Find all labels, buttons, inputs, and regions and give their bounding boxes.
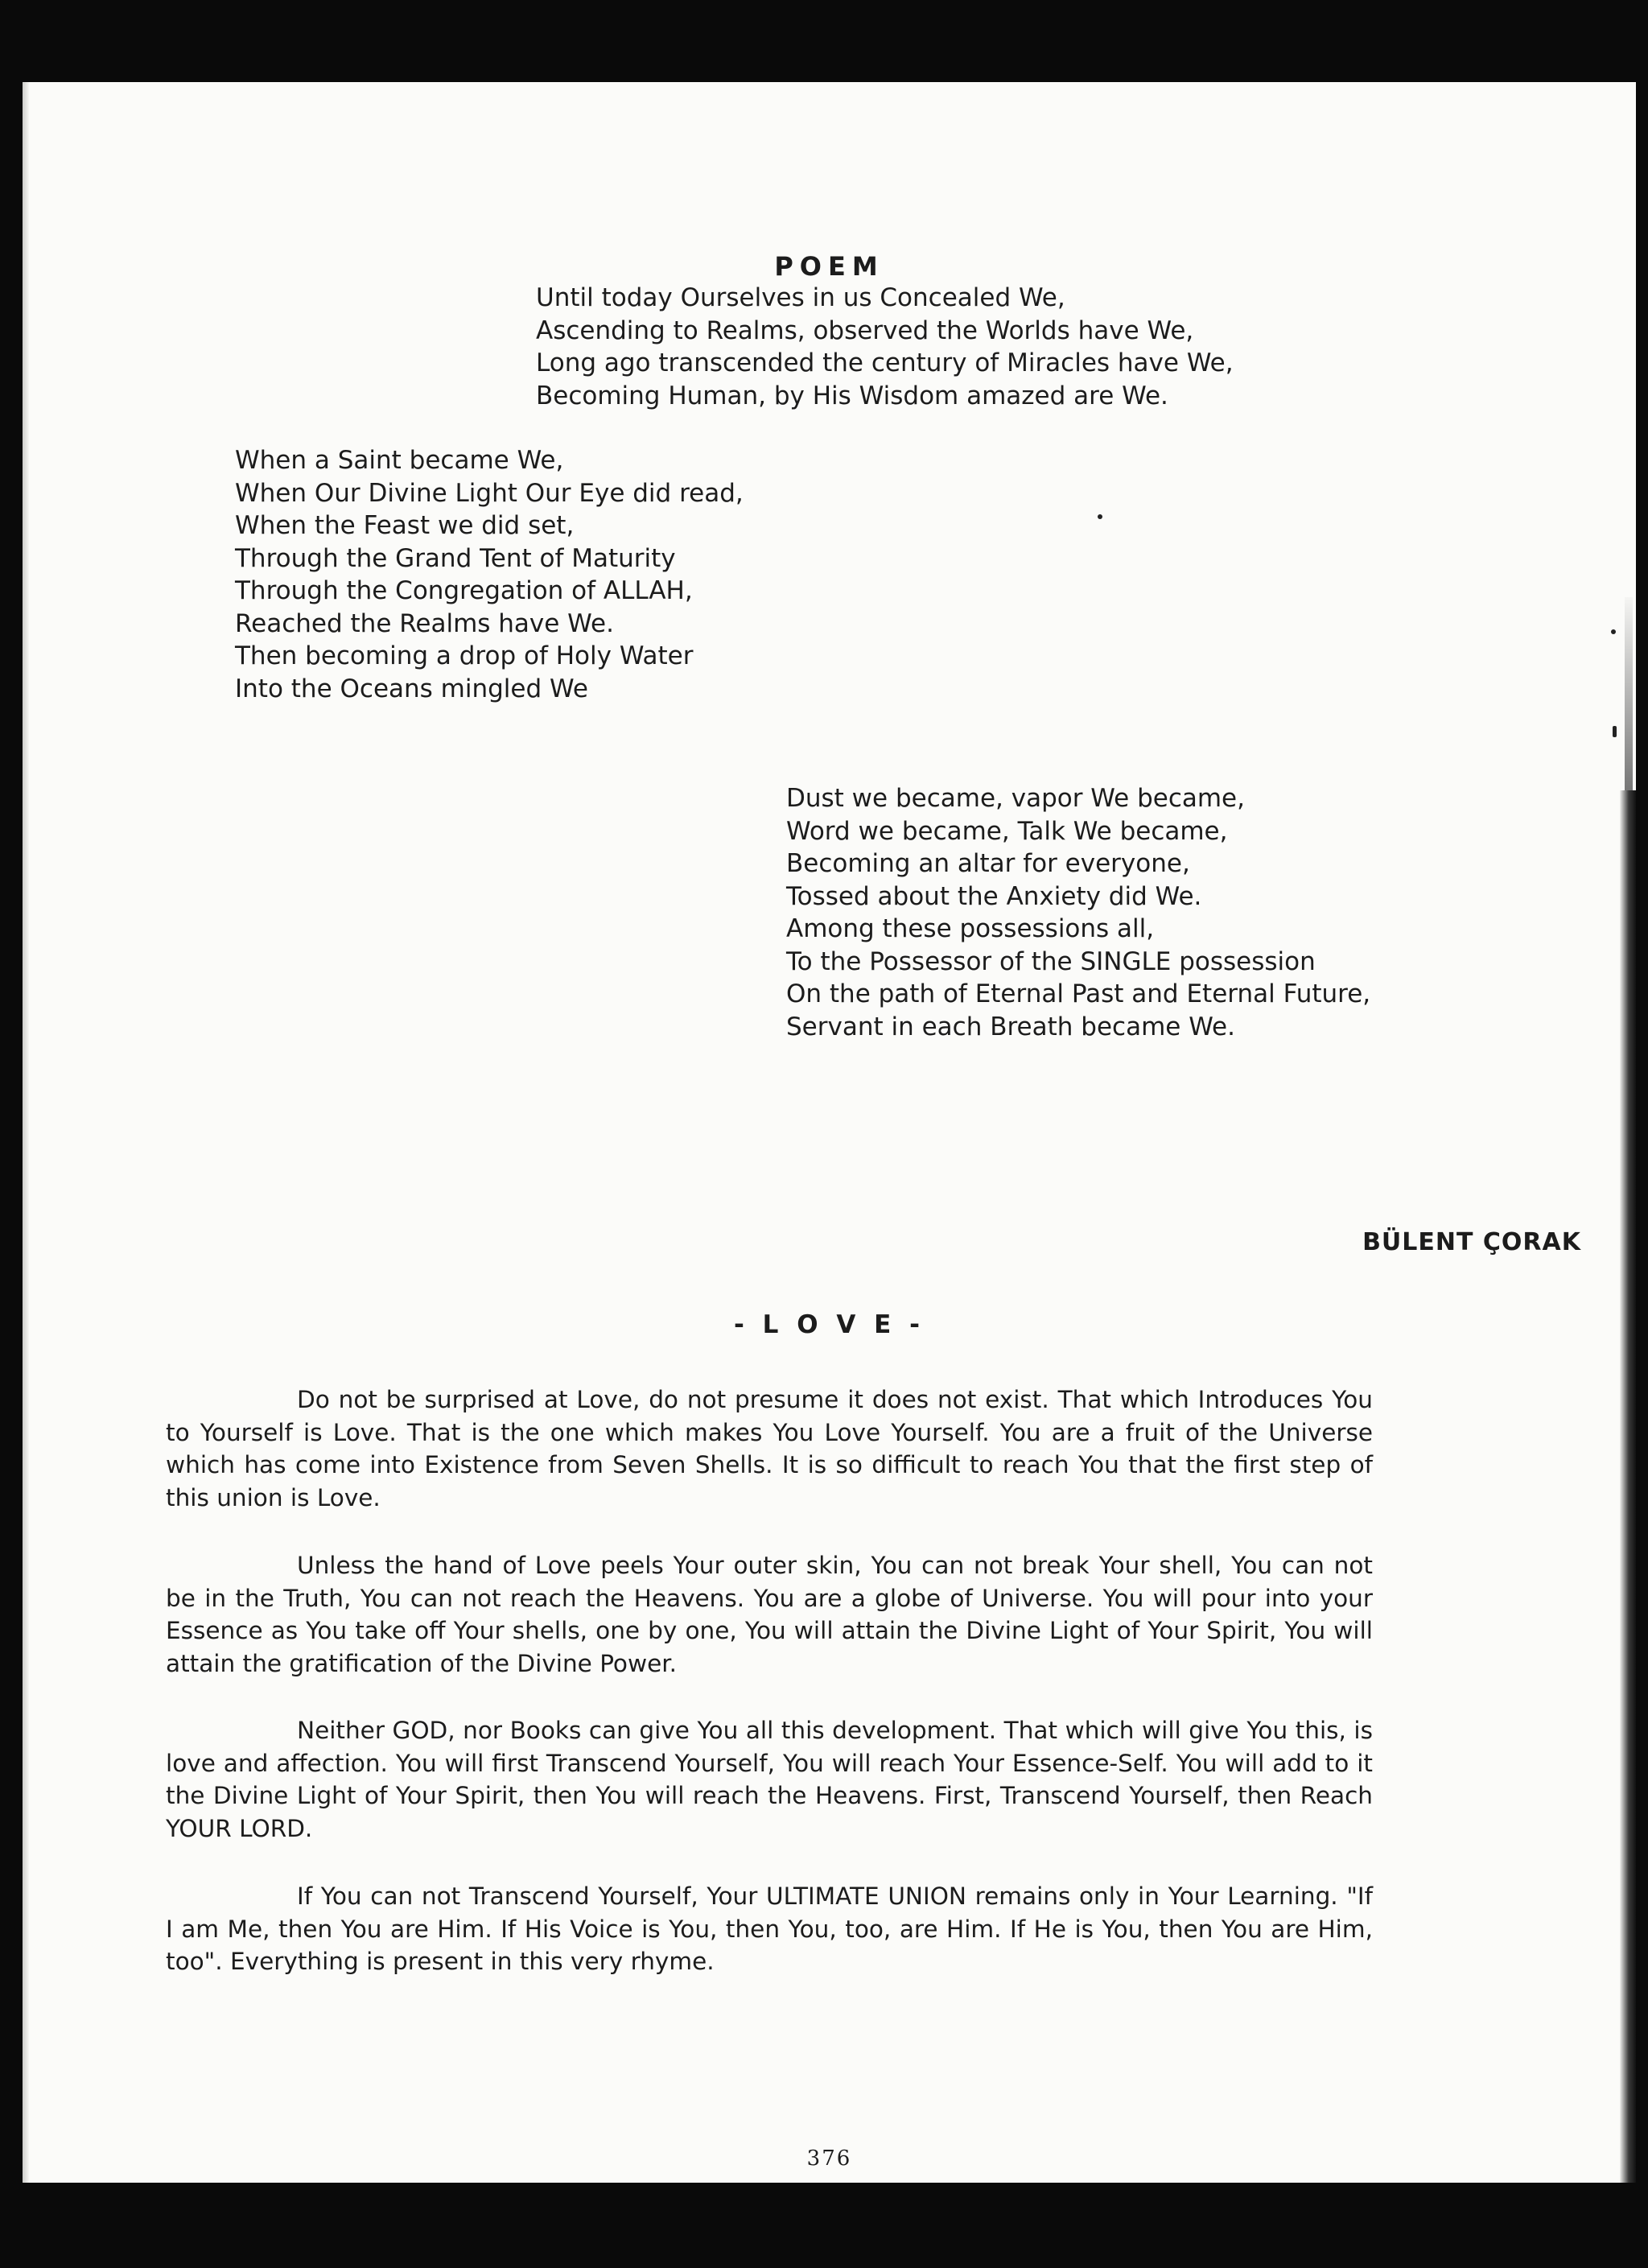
poem-line: To the Possessor of the SINGLE possession	[786, 946, 1316, 976]
love-paragraph-1: Do not be surprised at Love, do not presume it does not exist. That which Introduces You to Yourself is Love. That is the one which makes You Love Yourself. You are a fruit of the Universe which has come into Existence from Seven Shells. It is so difficult to reach You that the first step of this union is Love.	[166, 1386, 1373, 1511]
poem-line: Tossed about the Anxiety did We.	[786, 881, 1202, 911]
poem-line: When Our Divine Light Our Eye did read,	[235, 478, 744, 508]
poem-line: Through the Congregation of ALLAH,	[235, 576, 693, 605]
poem-line: When a Saint became We,	[235, 446, 564, 475]
poem-line: Becoming Human, by His Wisdom amazed are We.	[536, 381, 1168, 410]
scan-speck	[1613, 726, 1617, 737]
love-paragraph-4: If You can not Transcend Yourself, Your ULTIMATE UNION remains only in Your Learning. "If I am Me, then You are Him. If His Voice is You, then You, too, are Him. If He is You, then You are Him, too". Everything is present in this very rhyme.	[166, 1882, 1373, 1975]
poem-line: Becoming an altar for everyone,	[786, 849, 1190, 878]
book-page	[23, 82, 1636, 2183]
love-title: - L O V E -	[734, 1310, 925, 1339]
poem-line: When the Feast we did set,	[235, 511, 575, 540]
poem-line: Among these possessions all,	[786, 914, 1155, 943]
poem-line: Into the Oceans mingled We	[235, 674, 588, 703]
page-right-edge-shadow-top	[1625, 597, 1633, 790]
poem-line: Servant in each Breath became We.	[786, 1012, 1235, 1041]
poem-line: Long ago transcended the century of Miracles have We,	[536, 348, 1234, 377]
poem-author: BÜLENT ÇORAK	[1362, 1228, 1581, 1256]
poem-line: Reached the Realms have We.	[235, 608, 614, 638]
poem-line: Word we became, Talk We became,	[786, 816, 1228, 846]
poem-line: Dust we became, vapor We became,	[786, 784, 1245, 813]
poem-line: Ascending to Realms, observed the Worlds have We,	[536, 315, 1194, 345]
poem-stanza-1	[536, 282, 1234, 412]
poem-stanza-3	[786, 782, 1370, 1043]
love-paragraph-3: Neither GOD, nor Books can give You all this development. That which will give You this, is love and affection. You will first Transcend Yourself, You will reach Your Essence-Self. You will add to it the Divine Light of Your Spirit, then You will reach the Heavens. First, Transcend Yourself, then Reach YOUR LORD.	[166, 1717, 1373, 1842]
poem-line: Until today Ourselves in us Concealed We,	[536, 283, 1065, 312]
page-left-edge	[23, 82, 29, 2183]
poem-line: On the path of Eternal Past and Eternal Future,	[786, 979, 1371, 1008]
page-right-edge-shadow	[1620, 790, 1636, 2183]
poem-stanza-2	[235, 444, 744, 705]
scan-speck	[1611, 629, 1616, 634]
poem-title: POEM	[774, 251, 884, 282]
poem-line: Through the Grand Tent of Maturity	[235, 543, 676, 573]
poem-line: Then becoming a drop of Holy Water	[235, 641, 694, 670]
scan-speck	[1098, 514, 1102, 519]
love-paragraph-2: Unless the hand of Love peels Your outer skin, You can not break Your shell, You can not be in the Truth, You can not reach the Heavens. You are a globe of Universe. You will pour into your Essence as You take off Your shells, one by one, You will attain the Divine Light of Your Spirit, You will attain the gratification of the Divine Power.	[166, 1552, 1373, 1677]
page-number: 376	[806, 2146, 852, 2171]
